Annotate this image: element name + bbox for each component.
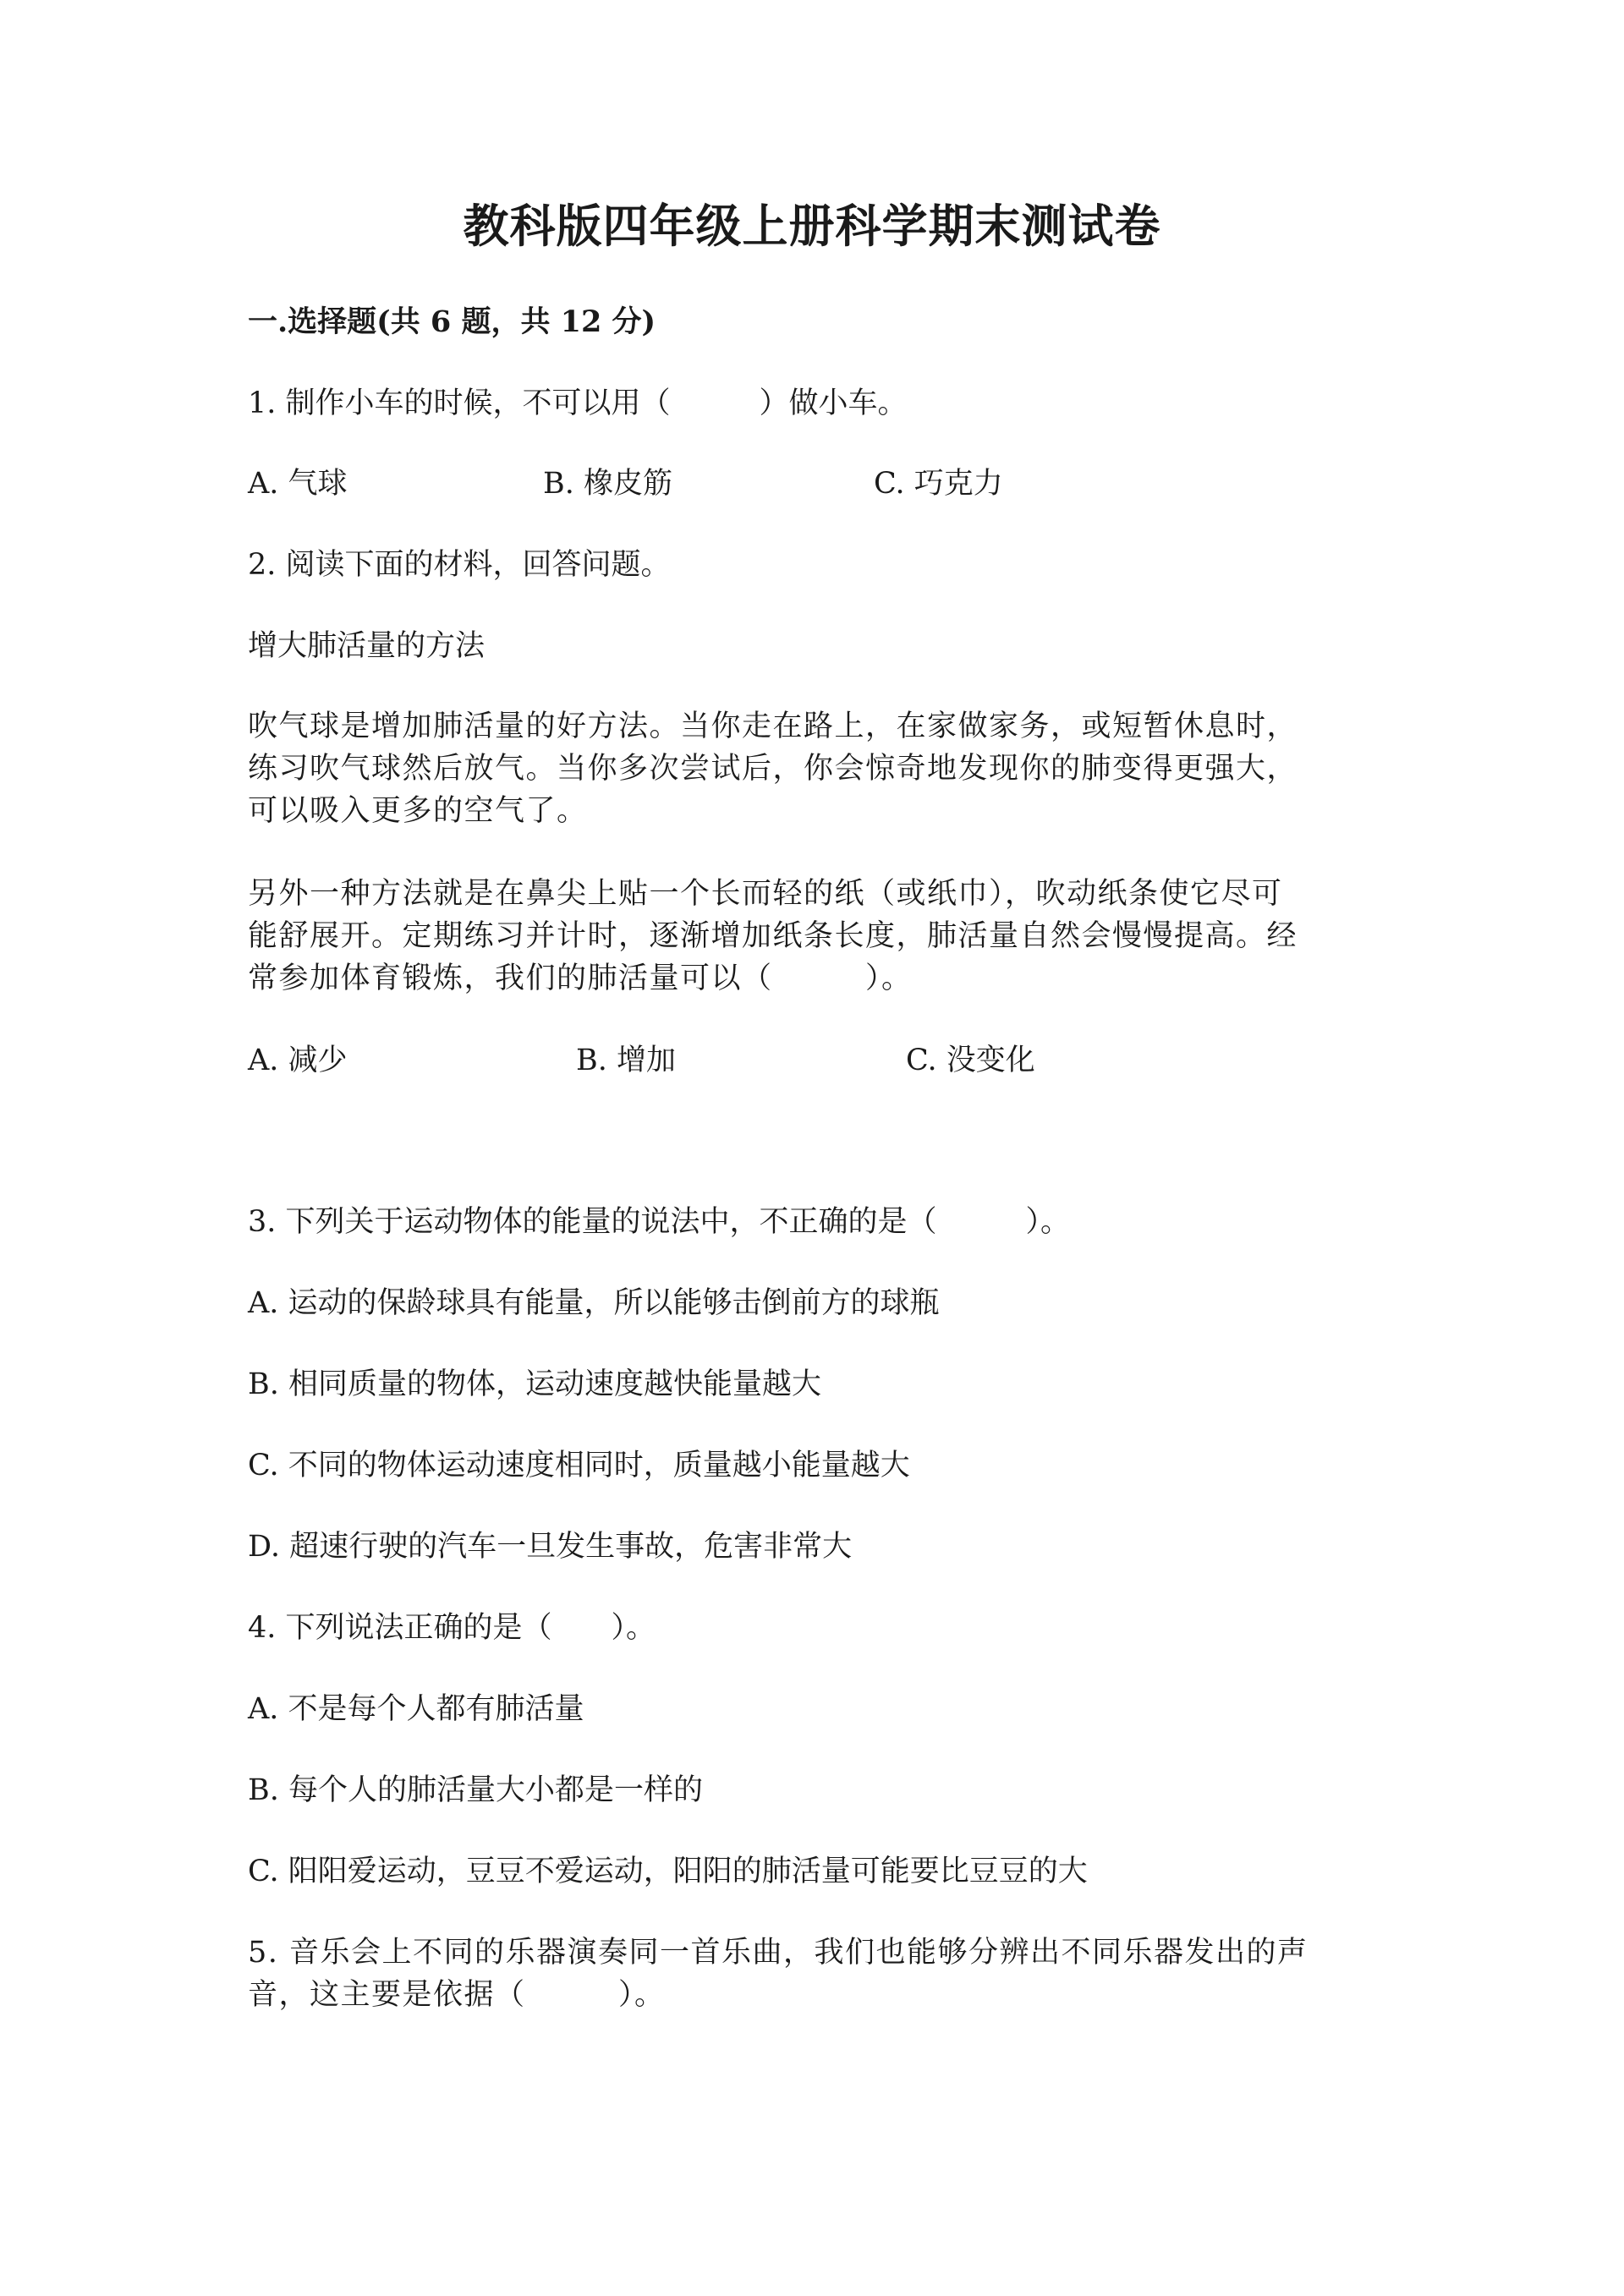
question-5-stem (248, 1932, 1381, 2016)
passage-paragraph-2-line: 另外一种方法就是在鼻尖上贴一个长而轻的纸（或纸巾），吹动纸条使它尽可 (248, 877, 1283, 911)
question-3-option-d: D. 超速行驶的汽车一旦发生事故，危害非常大 (248, 1530, 853, 1564)
passage-paragraph-1-line: 吹气球是增加肺活量的好方法。当你走在路上，在家做家务，或短暂休息时， (248, 710, 1298, 743)
question-4-option-a: A. 不是每个人都有肺活量 (248, 1692, 584, 1726)
question-1-stem: 1. 制作小车的时候，不可以用（ ）做小车。 (248, 386, 908, 420)
page-title: 教科版四年级上册科学期末测试卷 (463, 199, 1161, 253)
question-3-option-a: A. 运动的保龄球具有能量，所以能够击倒前方的球瓶 (248, 1286, 940, 1320)
question-4-stem: 4. 下列说法正确的是（ ）。 (248, 1611, 656, 1645)
question-1-option-a: A. 气球 (248, 467, 348, 501)
question-3-option-b: B. 相同质量的物体，运动速度越快能量越大 (248, 1367, 821, 1401)
question-1-option-b: B. 橡皮筋 (543, 467, 672, 501)
question-3-option-c: C. 不同的物体运动速度相同时，质量越小能量越大 (248, 1449, 910, 1482)
question-5-stem-line: 5. 音乐会上不同的乐器演奏同一首乐曲，我们也能够分辨出不同乐器发出的声 (248, 1936, 1309, 1970)
passage-paragraph-2 (248, 873, 1381, 1000)
passage-paragraph-1-line: 练习吹气球然后放气。当你多次尝试后，你会惊奇地发现你的肺变得更强大， (248, 752, 1298, 786)
question-2-stem: 2. 阅读下面的材料，回答问题。 (248, 548, 671, 582)
question-3-stem: 3. 下列关于运动物体的能量的说法中，不正确的是（ ）。 (248, 1205, 1071, 1239)
question-2-option-b: B. 增加 (576, 1044, 676, 1077)
passage-paragraph-2-line: 常参加体育锻炼，我们的肺活量可以（ ）。 (248, 962, 913, 995)
passage-title: 增大肺活量的方法 (248, 629, 486, 663)
question-2-option-a: A. 减少 (248, 1044, 348, 1077)
passage-paragraph-2-line: 能舒展开。定期练习并计时，逐渐增加纸条长度，肺活量自然会慢慢提高。经 (248, 919, 1298, 953)
question-5-stem-line: 音，这主要是依据（ ）。 (248, 1978, 666, 2012)
passage-paragraph-1 (248, 705, 1381, 832)
passage-paragraph-1-line: 可以吸入更多的空气了。 (248, 794, 588, 828)
question-4-option-c: C. 阳阳爱运动，豆豆不爱运动，阳阳的肺活量可能要比豆豆的大 (248, 1855, 1088, 1888)
section-heading: 一.选择题(共 6 题，共 12 分) (248, 304, 656, 339)
question-2-option-c: C. 没变化 (906, 1044, 1035, 1077)
question-4-option-b: B. 每个人的肺活量大小都是一样的 (248, 1773, 703, 1807)
question-1-option-c: C. 巧克力 (874, 467, 1003, 501)
